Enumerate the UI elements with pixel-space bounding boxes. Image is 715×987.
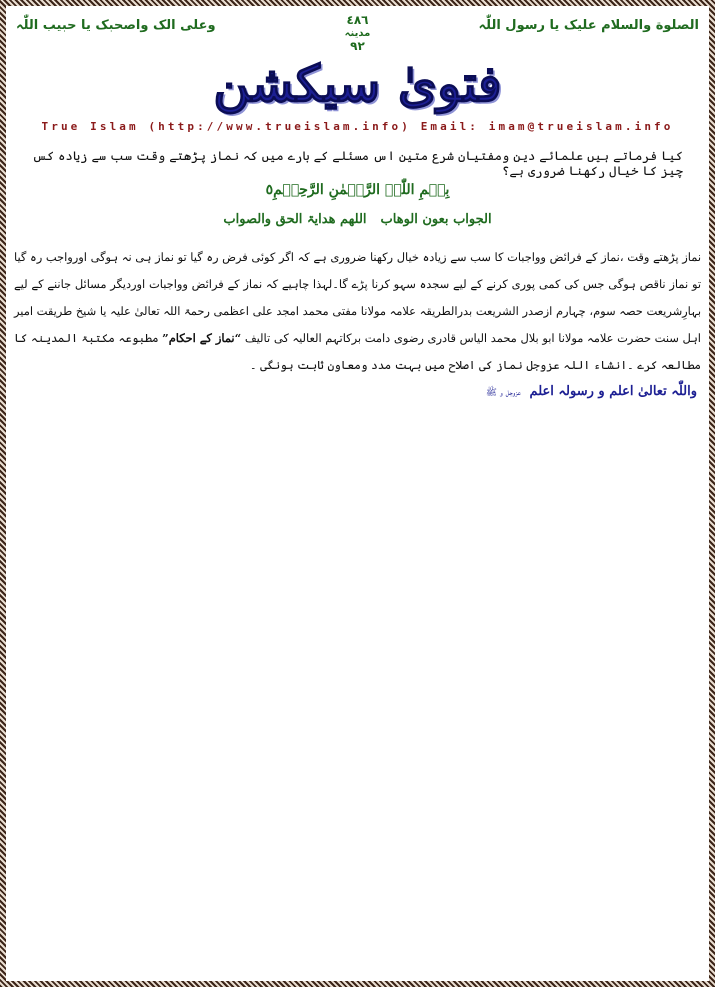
closing-line	[18, 384, 697, 400]
closing-text: واللّٰہ تعالیٰ اعلم و رسولہ اعلم	[529, 384, 697, 399]
bismillah: بِسۡمِ اللّٰہِ الرَّحۡمٰنِ الرَّحِیۡمِ٥	[265, 182, 450, 198]
page-label: مدینہ	[344, 28, 371, 39]
salutation-right: الصلوة والسلام علیک یا رسول اللّٰہ	[478, 18, 699, 33]
answer-text-before-quote: نماز پڑھتے وقت ،نماز کے فرائض وواجبات کا سب سے زیادہ خیال رکھنا ضروری ہے کہ اگر کوئی فرض رہ گیا تو نماز ہی نہ ہوگی اورواجب رہ گیا تو نماز ناقص ہوگی جس کی کمی پوری کرنے کے لیے سجدہ سہو کرنا پڑے گا۔لہذا چاہیے کہ نماز کے فرائض وواجبات اوردیگر مسائل جاننے کے لیے بہارِشریعت حصہ سوم، چہارم ازصدر الشریعت بدرالطریقہ علامہ مولانا مفتی محمد امجد علی اعظمی رحمۃ اللہ تعالیٰ علیہ یا شیخ طریقت امیر اہل سنت حضرت علامہ مولانا ابو بلال محمد الیاس قادری رضوی دامت برکاتہم العالیہ کی تالیف	[14, 250, 701, 345]
page-title: فتویٰ سیکشن	[213, 54, 502, 113]
site-contact-line: True Islam (http://www.trueislam.info) Email: imam@trueislam.info	[41, 120, 674, 133]
page-number-top: ٤٨٦	[346, 13, 369, 27]
header-row	[12, 13, 703, 56]
salutation-left: وعلی الک واصحبک یا حبیب اللّٰہ	[16, 18, 216, 33]
answer-heading-part2: اللھم ھدایۃ الحق والصواب	[223, 212, 367, 227]
answer-heading-part1: الجواب بعون الوھاب	[380, 212, 492, 227]
answer-heading	[12, 212, 703, 227]
question-text: کیا فرماتے ہیں علمائے دین ومفتیانِ شرع متین اس مسئلے کے بارے میں کہ نماز پڑھتے وقت سب سے زیادہ کس چیز کا خیال رکھنا ضروری ہے؟	[32, 148, 683, 178]
answer-text-after-quote: مطبوعہ مکتبۃ المدینہ کا مطالعہ کرے ۔انشاء اللہ عزوجل نماز کی اصلاح میں بہت مدد ومعاون ثابت ہونگی ۔	[14, 331, 701, 372]
closing-honorific: عزوجل و ﷺ	[486, 388, 522, 398]
quoted-book-title: “نماز کے احکام”	[162, 331, 242, 345]
page-number-bottom: ٩٢	[350, 39, 365, 53]
page-content	[12, 12, 703, 975]
answer-body	[14, 244, 701, 379]
